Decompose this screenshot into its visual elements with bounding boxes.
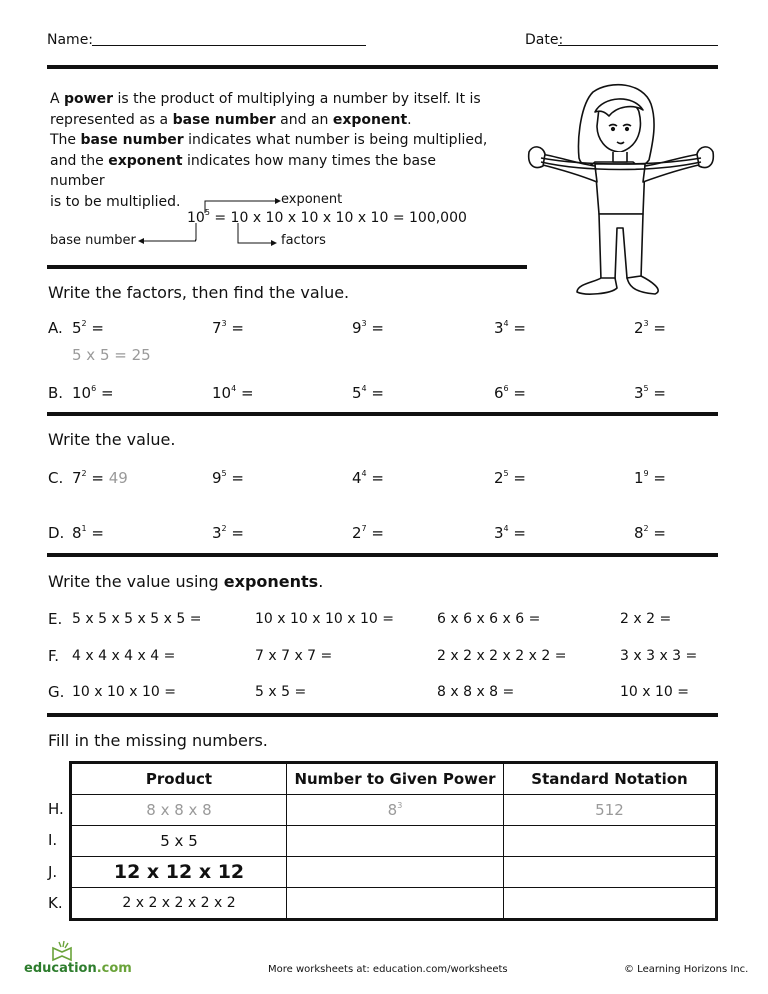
row-b-label: B. bbox=[48, 384, 64, 402]
power-item: $3^2$ = bbox=[212, 524, 244, 542]
product-item: 2 x 2 x 2 x 2 x 2 = bbox=[437, 648, 567, 664]
row-a-label: A. bbox=[48, 319, 63, 337]
product-cell: 2 x 2 x 2 x 2 x 2 bbox=[71, 888, 287, 920]
intro-divider bbox=[47, 265, 527, 269]
section1-title: Write the factors, then find the value. bbox=[48, 283, 350, 302]
standard-cell[interactable] bbox=[504, 826, 717, 857]
power-item: $7^2 = 49$ bbox=[72, 469, 128, 487]
product-item: 2 x 2 = bbox=[620, 611, 672, 627]
power-cell[interactable] bbox=[287, 888, 504, 920]
power-item: $4^4$ = bbox=[352, 469, 384, 487]
power-item: $2^3$ = bbox=[634, 319, 666, 337]
product-cell: 5 x 5 bbox=[71, 826, 287, 857]
product-item: 7 x 7 x 7 = bbox=[255, 648, 333, 664]
product-item: 5 x 5 x 5 x 5 x 5 = bbox=[72, 611, 202, 627]
copyright: © Learning Horizons Inc. bbox=[624, 964, 749, 975]
base-number-label: base number bbox=[50, 233, 136, 248]
table-row bbox=[71, 795, 717, 826]
product-item: 10 x 10 x 10 = bbox=[72, 684, 176, 700]
product-item: 10 x 10 = bbox=[620, 684, 689, 700]
top-divider bbox=[47, 65, 718, 69]
row-c-label: C. bbox=[48, 469, 64, 487]
product-item: 10 x 10 x 10 x 10 = bbox=[255, 611, 394, 627]
power-item: $9^5$ = bbox=[212, 469, 244, 487]
table-row bbox=[71, 857, 717, 888]
girl-illustration bbox=[525, 82, 720, 302]
date-field[interactable] bbox=[558, 45, 718, 46]
power-item: $3^4$ = bbox=[494, 319, 526, 337]
power-item: $3^5$ = bbox=[634, 384, 666, 402]
power-item: $2^5$ = bbox=[494, 469, 526, 487]
standard-cell: 512 bbox=[504, 795, 717, 826]
footer-link[interactable]: More worksheets at: education.com/worksheets bbox=[268, 964, 508, 975]
standard-cell[interactable] bbox=[504, 857, 717, 888]
logo-text[interactable]: education.com bbox=[24, 961, 132, 976]
power-item: $5^2$ = bbox=[72, 319, 104, 337]
table-row bbox=[71, 888, 717, 920]
power-item: $10^6$ = bbox=[72, 384, 114, 402]
column-header: Product bbox=[71, 763, 287, 795]
row-e-label: E. bbox=[48, 610, 63, 628]
power-item: $6^6$ = bbox=[494, 384, 526, 402]
column-header: Standard Notation bbox=[504, 763, 717, 795]
power-item: $8^1$ = bbox=[72, 524, 104, 542]
power-item: $9^3$ = bbox=[352, 319, 384, 337]
product-cell: 8 x 8 x 8 bbox=[71, 795, 287, 826]
product-item: 3 x 3 x 3 = bbox=[620, 648, 698, 664]
power-item: $8^2$ = bbox=[634, 524, 666, 542]
date-label: Date: bbox=[525, 32, 564, 48]
power-item: $5^4$ = bbox=[352, 384, 384, 402]
power-item: $10^4$ = bbox=[212, 384, 254, 402]
section1-divider bbox=[47, 412, 718, 416]
name-label: Name: bbox=[47, 32, 94, 48]
row-d-label: D. bbox=[48, 524, 65, 542]
section2-title: Write the value. bbox=[48, 430, 176, 449]
product-cell: 12 x 12 x 12 bbox=[71, 857, 287, 888]
product-item: 5 x 5 = bbox=[255, 684, 307, 700]
section4-title: Fill in the missing numbers. bbox=[48, 731, 268, 750]
section3-title: Write the value using exponents. bbox=[48, 572, 324, 591]
power-cell[interactable] bbox=[287, 857, 504, 888]
row-h-label: H. bbox=[48, 800, 64, 818]
power-item: $7^3$ = bbox=[212, 319, 244, 337]
base-arrow bbox=[138, 234, 198, 248]
power-cell: $8^3$ bbox=[287, 795, 504, 826]
name-field[interactable] bbox=[92, 45, 366, 46]
section2-divider bbox=[47, 553, 718, 557]
factors-label: factors bbox=[281, 233, 326, 248]
row-g-label: G. bbox=[48, 683, 65, 701]
row-k-label: K. bbox=[48, 894, 63, 912]
example-answer: 5 x 5 = 25 bbox=[72, 346, 151, 364]
power-item: $2^7$ = bbox=[352, 524, 384, 542]
power-cell[interactable] bbox=[287, 826, 504, 857]
intro-paragraph: A power is the product of multiplying a number by itself. It is represented as a base number and an exponent. The base number indicates what number is being multiplied, and the exponent indicates how many times the base number is to be multiplied. bbox=[50, 91, 488, 210]
missing-numbers-table bbox=[69, 761, 718, 921]
column-header: Number to Given Power bbox=[287, 763, 504, 795]
diagram-equation: $10^5 = 10$ x 10 x 10 x 10 x 10 = 100,000 bbox=[187, 208, 467, 226]
table-header-row bbox=[71, 763, 717, 795]
section3-divider bbox=[47, 713, 718, 717]
row-f-label: F. bbox=[48, 647, 59, 665]
row-i-label: I. bbox=[48, 831, 58, 849]
row-j-label: J. bbox=[48, 863, 58, 881]
product-item: 4 x 4 x 4 x 4 = bbox=[72, 648, 176, 664]
exponent-label: exponent bbox=[281, 192, 343, 207]
product-item: 8 x 8 x 8 = bbox=[437, 684, 515, 700]
power-item: $3^4$ = bbox=[494, 524, 526, 542]
example-answer: 49 bbox=[108, 469, 128, 487]
product-item: 6 x 6 x 6 x 6 = bbox=[437, 611, 541, 627]
standard-cell[interactable] bbox=[504, 888, 717, 920]
logo-icon bbox=[50, 940, 74, 962]
power-item: $1^9$ = bbox=[634, 469, 666, 487]
table-row bbox=[71, 826, 717, 857]
